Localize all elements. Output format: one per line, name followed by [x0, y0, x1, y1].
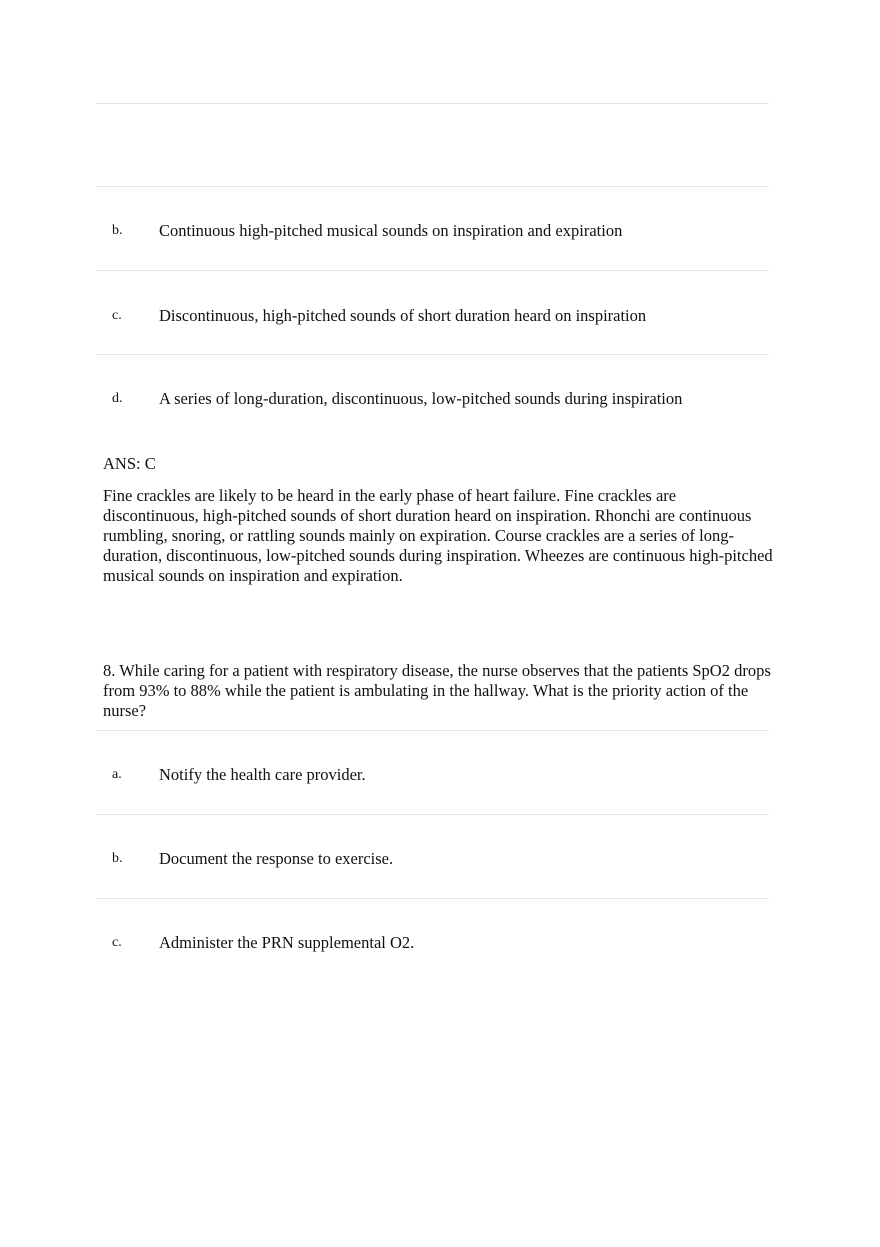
question-text: 8. While caring for a patient with respiratory disease, the nurse observes that the patients SpO2 drops from 93% to 88% while the patient is ambulating in the hallway. What is the priority action of the nurse?	[103, 661, 771, 720]
option-row	[96, 931, 769, 955]
table-divider	[96, 186, 769, 187]
option-text: Notify the health care provider.	[159, 765, 366, 784]
option-row	[96, 847, 769, 871]
table-divider	[96, 730, 769, 731]
option-text: Continuous high-pitched musical sounds on inspiration and expiration	[159, 221, 623, 240]
option-text: A series of long-duration, discontinuous, low-pitched sounds during inspiration	[159, 389, 683, 408]
table-divider	[96, 270, 769, 271]
option-text: Discontinuous, high-pitched sounds of short duration heard on inspiration	[159, 306, 647, 325]
option-row	[96, 763, 769, 787]
option-text: Administer the PRN supplemental O2.	[159, 933, 415, 952]
option-letter: c.	[112, 935, 122, 950]
option-letter: d.	[112, 391, 123, 406]
option-letter: c.	[112, 308, 122, 323]
table-divider	[96, 354, 769, 355]
answer-rationale: Fine crackles are likely to be heard in the early phase of heart failure. Fine crackles are discontinuous, high-pitched sounds of short duration heard on inspiration. Rhonchi are continuous rumbling, snoring, or rattling sounds mainly on expiration. Course crackles are a series of long-duration, discontinuous, low-pitched sounds during inspiration. Wheezes are continuous high-pitched musical sounds on inspiration and expiration.	[103, 486, 773, 585]
option-letter: b.	[112, 851, 123, 866]
option-row	[96, 387, 769, 411]
option-row	[96, 304, 769, 328]
table-divider	[96, 898, 769, 899]
table-divider	[96, 103, 769, 104]
option-text: Document the response to exercise.	[159, 849, 394, 868]
option-row	[96, 219, 769, 243]
option-letter: b.	[112, 223, 123, 238]
option-letter: a.	[112, 767, 122, 782]
answer-key: ANS: C	[103, 454, 156, 473]
table-divider	[96, 814, 769, 815]
